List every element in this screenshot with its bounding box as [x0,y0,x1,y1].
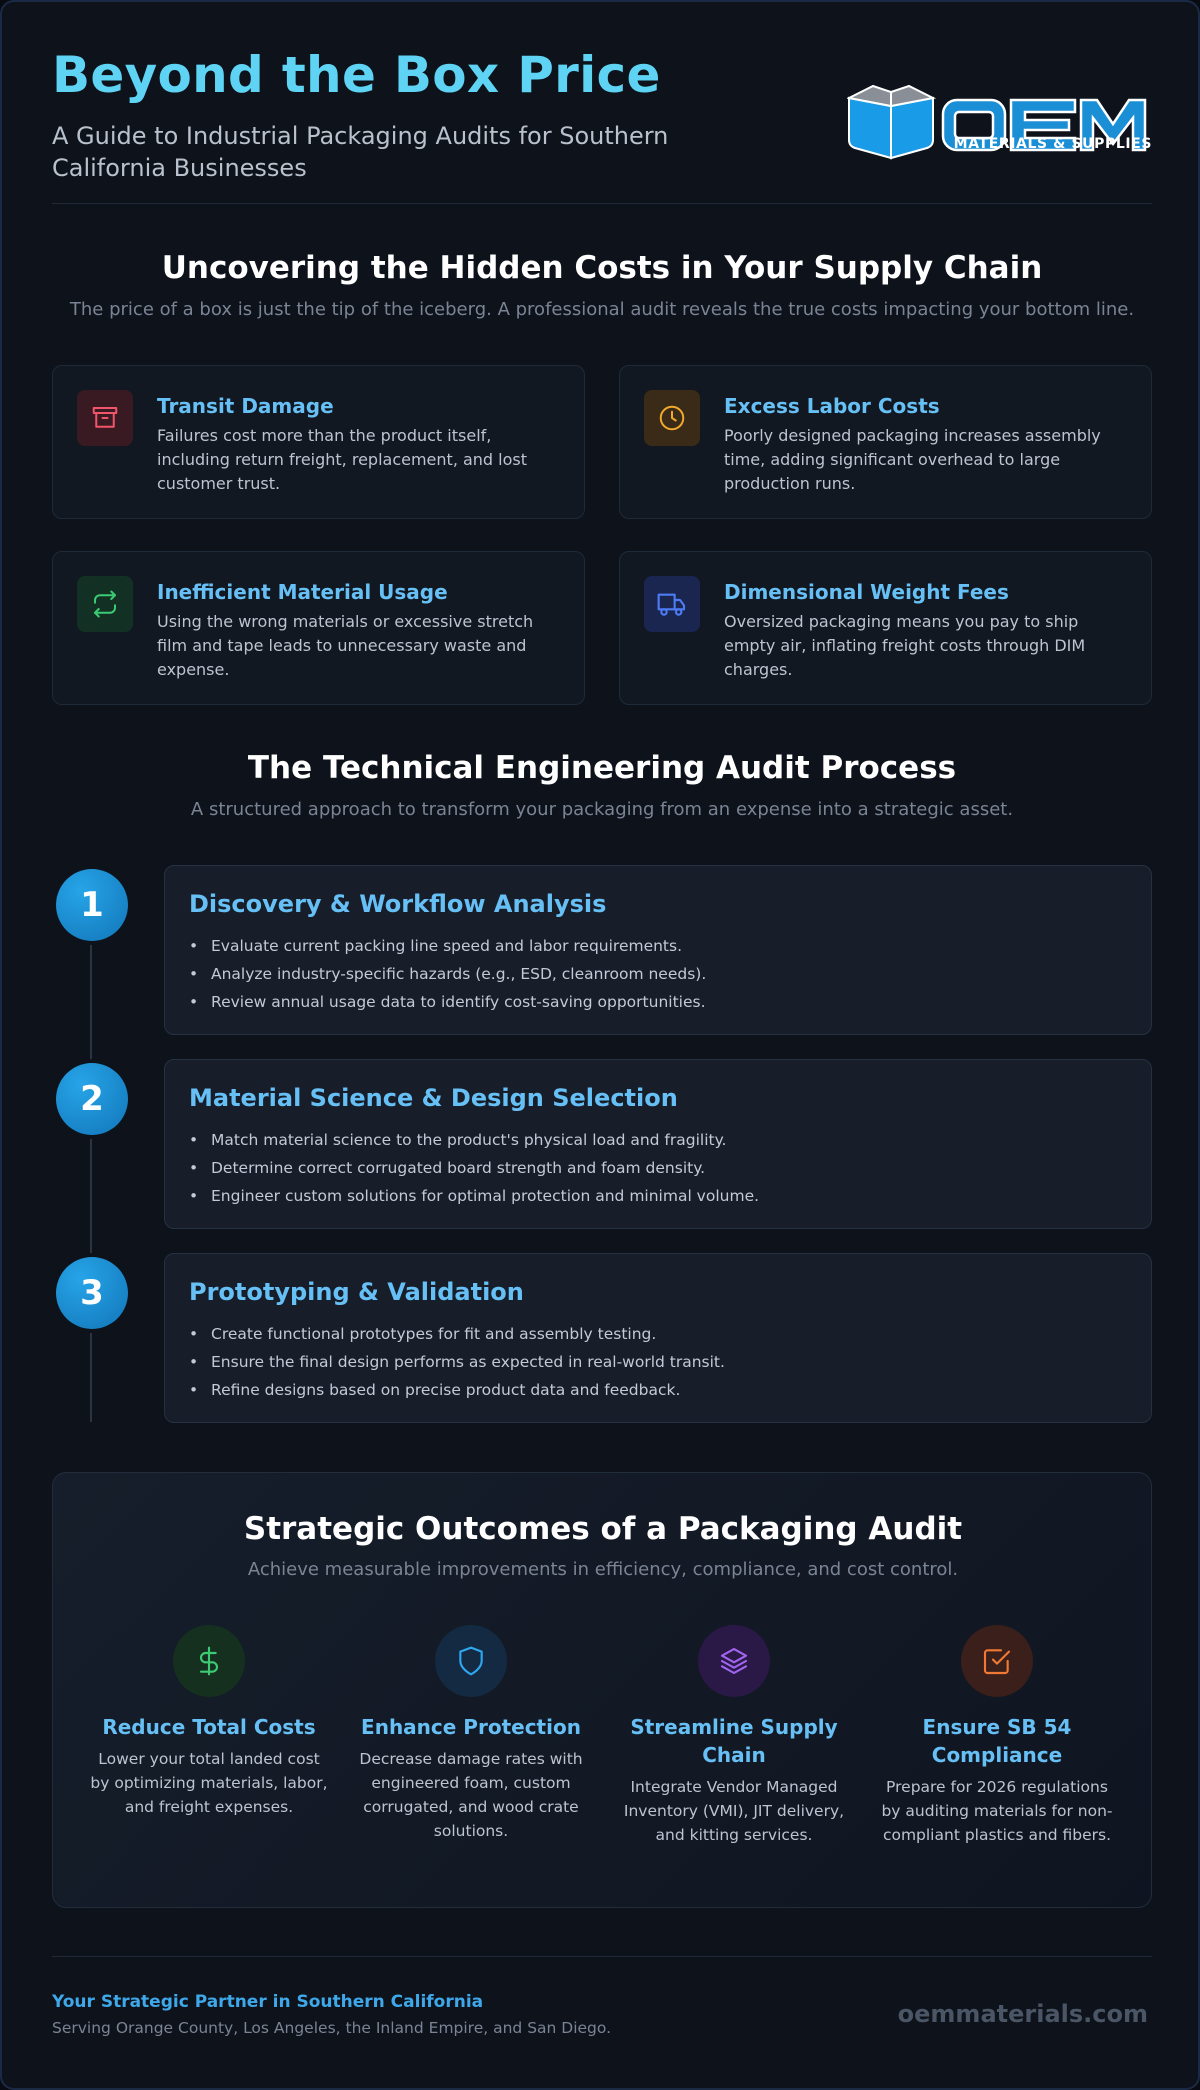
card-title: Inefficient Material Usage [157,580,448,604]
step-card-prototyping [164,1253,1152,1423]
outcome-enhance-protection [351,1625,591,1843]
footer-title: Your Strategic Partner in Southern California [52,1992,484,2012]
page-title: Beyond the Box Price [52,46,661,104]
truck-icon [644,576,700,632]
card-description: Failures cost more than the product itself, including return freight, replacement, and lost customer trust. [157,426,528,493]
step-title: Prototyping & Validation [189,1278,524,1306]
card-title: Transit Damage [157,394,334,418]
outcome-description: Lower your total landed cost by optimizing materials, labor, and freight expenses. [90,1750,328,1816]
card-description: Using the wrong materials or excessive stretch film and tape leads to unnecessary waste and expense. [157,612,534,679]
outcomes-panel [52,1472,1152,1908]
step-bullet: • Ensure the final design performs as expected in real-world transit. [189,1348,725,1376]
footer-divider [52,1956,1152,1957]
dollar-icon [173,1625,245,1697]
process-timeline [90,902,92,1422]
step-bullet: • Refine designs based on precise product data and feedback. [189,1376,725,1404]
outcome-description: Integrate Vendor Managed Inventory (VMI), JIT delivery, and kitting services. [623,1778,845,1844]
process-title: The Technical Engineering Audit Process [247,750,957,786]
outcome-streamline-supply-chain [614,1625,854,1847]
hidden-costs-subtitle: The price of a box is just the tip of the iceberg. A professional audit reveals the true costs impacting your bottom line. [69,299,1135,320]
process-subtitle: A structured approach to transform your packaging from an expense into a strategic asset. [190,799,1014,820]
hidden-costs-title: Uncovering the Hidden Costs in Your Supply Chain [161,250,1043,286]
card-title: Excess Labor Costs [724,394,940,418]
step-bullet: • Review annual usage data to identify cost-saving opportunities. [189,988,706,1016]
step-title: Discovery & Workflow Analysis [189,890,607,918]
cost-card-transit-damage [52,365,585,519]
repeat-icon [77,576,133,632]
outcome-title: Ensure SB 54 Compliance [922,1715,1072,1767]
cost-card-material-usage [52,551,585,705]
shield-icon [435,1625,507,1697]
step-card-material-science [164,1059,1152,1229]
clock-icon [644,390,700,446]
box-logo-icon [849,86,933,158]
outcomes-subtitle: Achieve measurable improvements in efficiency, compliance, and cost control. [247,1559,959,1580]
step-bullet: • Analyze industry-specific hazards (e.g., ESD, cleanroom needs). [189,960,706,988]
outcomes-title: Strategic Outcomes of a Packaging Audit [243,1511,963,1547]
outcome-description: Decrease damage rates with engineered foam, custom corrugated, and wood crate solutions. [359,1750,583,1840]
step-bullet: • Determine correct corrugated board strength and foam density. [189,1154,759,1182]
step-card-discovery [164,865,1152,1035]
outcome-description: Prepare for 2026 regulations by auditing materials for non-compliant plastics and fibers. [881,1778,1113,1844]
step-bullets [189,1320,725,1404]
cost-card-dim-weight [619,551,1152,705]
cost-card-excess-labor [619,365,1152,519]
step-bullets [189,932,706,1016]
website-link[interactable]: oemmaterials.com [897,2000,1148,2028]
footer-subtitle: Serving Orange County, Los Angeles, the Inland Empire, and San Diego. [52,2019,612,2037]
layers-icon [698,1625,770,1697]
card-title: Dimensional Weight Fees [724,580,1009,604]
check-square-icon [961,1625,1033,1697]
step-title: Material Science & Design Selection [189,1084,678,1112]
step-bullet: • Evaluate current packing line speed and labor requirements. [189,932,706,960]
outcome-title: Reduce Total Costs [102,1715,316,1739]
outcome-title: Streamline Supply Chain [630,1715,838,1767]
header-divider [52,203,1152,204]
archive-icon [77,390,133,446]
card-description: Oversized packaging means you pay to ship empty air, inflating freight costs through DIM charges. [724,612,1086,679]
step-number-3: 3 [56,1257,128,1329]
card-description: Poorly designed packaging increases assembly time, adding significant overhead to large production runs. [724,426,1101,493]
step-number-1: 1 [56,869,128,941]
header [52,46,1152,182]
outcome-title: Enhance Protection [361,1715,581,1739]
logo-tagline: MATERIALS & SUPPLIES [953,136,1152,152]
step-bullet: • Create functional prototypes for fit and assembly testing. [189,1320,725,1348]
step-bullets [189,1126,759,1210]
page-subtitle: A Guide to Industrial Packaging Audits for Southern California Businesses [52,122,669,182]
outcome-reduce-costs [89,1625,329,1819]
step-number-2: 2 [56,1063,128,1135]
step-bullet: • Match material science to the product's physical load and fragility. [189,1126,759,1154]
step-bullet: • Engineer custom solutions for optimal protection and minimal volume. [189,1182,759,1210]
outcome-sb54-compliance [877,1625,1117,1847]
